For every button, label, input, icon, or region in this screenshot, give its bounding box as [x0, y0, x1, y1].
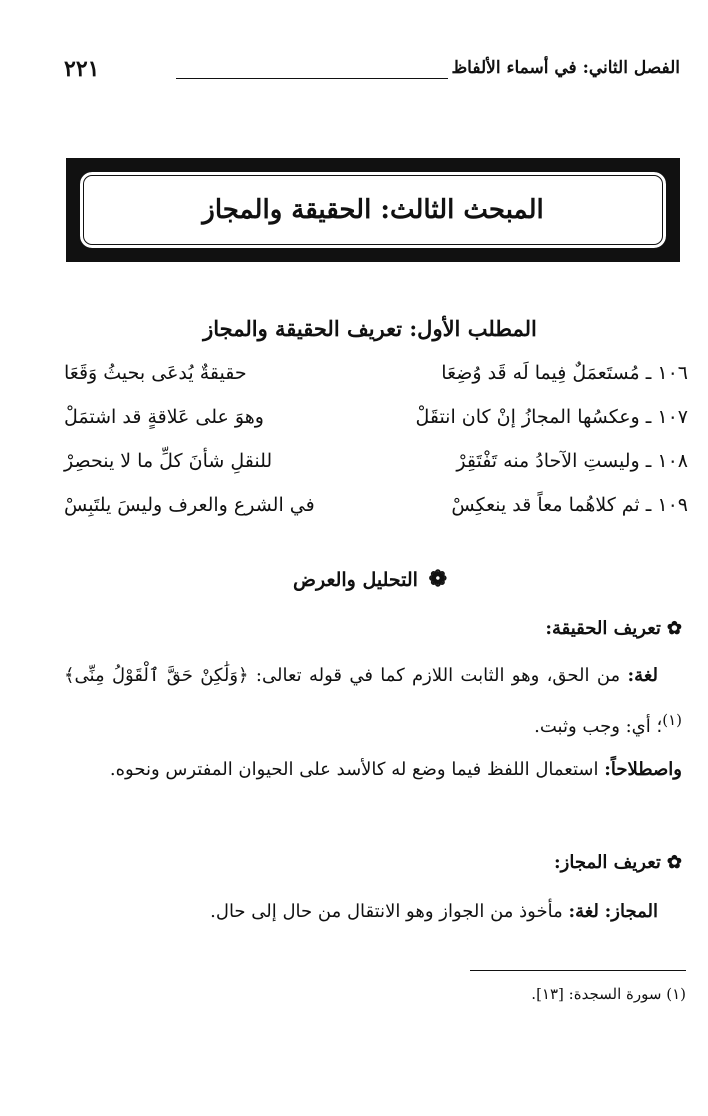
- verse-line: [64, 488, 688, 532]
- verse-first-hemistich: ١٠٨ ـ وليستِ الآحادُ منه تَفْتَقِرْ: [456, 450, 688, 472]
- ornament-flower-icon: ❁: [428, 566, 448, 592]
- verse-first-hemistich: ١٠٧ ـ وعكسُها المجازُ إنْ كان انتقَلْ: [415, 406, 688, 428]
- verse-second-hemistich: حقيقةٌ يُدعَى بحيثُ وَقَعَا: [64, 362, 247, 384]
- haqiqa-lugha-paragraph: [64, 654, 682, 749]
- verse-second-hemistich: في الشرع والعرف وليسَ يلتَبِسْ: [64, 494, 315, 516]
- majaz-text: مأخوذ من الجواز وهو الانتقال من حال إلى حال.: [210, 901, 563, 922]
- lugha-tail: ؛ أي: وجب وثبت.: [534, 716, 663, 737]
- poem-verses: [64, 356, 688, 532]
- verse-first-hemistich: ١٠٦ ـ مُستَعمَلٌ فِيما لَه قَد وُضِعَا: [441, 362, 688, 384]
- verse-first-hemistich: ١٠٩ ـ ثم كلاهُما معاً قد ينعكِسْ: [451, 494, 688, 516]
- majaz-heading: ✿تعريف المجاز:: [554, 852, 682, 873]
- majaz-label: المجاز:: [604, 901, 658, 922]
- running-title: الفصل الثاني: في أسماء الألفاظ: [451, 58, 680, 78]
- footnote-ref: (١): [662, 711, 682, 729]
- bullet-flower-icon: ✿: [666, 618, 682, 639]
- verse-line: [64, 444, 688, 488]
- subsection-title: المطلب الأول: تعريف الحقيقة والمجاز: [203, 316, 537, 341]
- istilah-text: استعمال اللفظ فيما وضع له كالأسد على الحيوان المفترس ونحوه.: [109, 759, 599, 780]
- verse-line: [64, 400, 688, 444]
- header-rule: [176, 78, 448, 79]
- majaz-lugha-label: لغة:: [568, 901, 599, 922]
- lugha-text: من الحق، وهو الثابت اللازم كما في قوله تعالى: ﴿وَلَٰكِنْ حَقَّ ٱلْقَوْلُ مِنِّى﴾: [64, 665, 621, 686]
- verse-second-hemistich: وهوَ على عَلاقةٍ قد اشتمَلْ: [64, 406, 264, 428]
- bullet-flower-icon: ✿: [666, 852, 682, 873]
- verse-second-hemistich: للنقلِ شأنَ كلِّ ما لا ينحصِرْ: [64, 450, 273, 472]
- analysis-heading: [60, 566, 680, 592]
- haqiqa-istilah-paragraph: [64, 748, 682, 792]
- running-header: [64, 58, 680, 90]
- section-title: المبحث الثالث: الحقيقة والمجاز: [202, 195, 544, 225]
- verse-line: [64, 356, 688, 400]
- page-number: ٢٢١: [64, 56, 100, 82]
- lugha-label: لغة:: [627, 665, 658, 686]
- section-title-box: [78, 170, 668, 250]
- istilah-label: واصطلاحاً:: [604, 759, 682, 780]
- majaz-paragraph: [64, 890, 682, 934]
- footnote-rule: [470, 970, 686, 971]
- section-title-frame: [66, 158, 680, 262]
- footnote: (١) سورة السجدة: [١٣].: [531, 985, 686, 1003]
- analysis-title: التحليل والعرض: [292, 569, 418, 591]
- haqiqa-heading: ✿تعريف الحقيقة:: [545, 618, 682, 639]
